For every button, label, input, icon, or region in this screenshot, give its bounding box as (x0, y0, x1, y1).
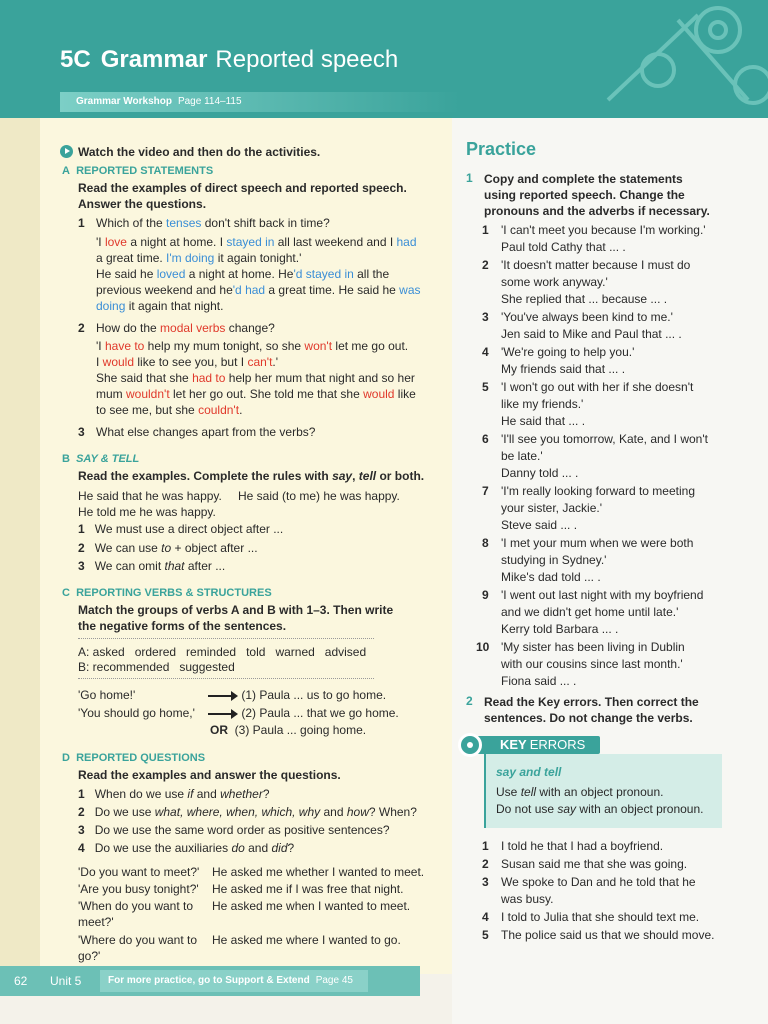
practice-item-number: 3 (482, 310, 489, 324)
question-d1: 1 When do we use if and whether? (78, 787, 270, 801)
question-a2-text: How do the modal verbs change? (96, 321, 275, 335)
exercise-1-instruction: Copy and complete the statements (484, 172, 683, 186)
practice-item-line: My friends said that ... . (501, 362, 626, 376)
example-c3: OR (3) Paula ... going home. (210, 723, 367, 737)
practice-item-number: 10 (476, 640, 490, 654)
example-a2-line: mum wouldn't let her go out. She told me that she would like (96, 387, 416, 401)
section-c-instruction: Match the groups of verbs A and B with 1–3. Then write (78, 603, 394, 617)
practice-item-line: 'You've always been kind to me.' (501, 310, 673, 324)
left-margin-strip (0, 118, 40, 974)
example-a2-line: to see me, but she couldn't. (96, 403, 243, 417)
example-a2-line: 'I have to help my mum tonight, so she won't let me go out. (96, 339, 409, 353)
example-d-right: He asked me where I wanted to go. (212, 933, 401, 947)
example-a2-line: She said that she had to help her mum that night and so her (96, 371, 415, 385)
example-d-left: 'When do you want to (78, 899, 194, 913)
question-a3-text: What else changes apart from the verbs? (96, 425, 316, 439)
key-errors-line-2: Do not use say with an object pronoun. (496, 802, 704, 816)
grammar-workshop-ref: Grammar Workshop Page 114–115 (60, 92, 460, 112)
error-sentence-number: 1 (482, 839, 489, 853)
practice-item-line: and we didn't get home until late.' (501, 605, 679, 619)
practice-item-line: Jen said to Mike and Paul that ... . (501, 327, 682, 341)
example-c1-left: 'Go home!' (78, 688, 136, 702)
example-a2-line: I would like to see you, but I can't.' (96, 355, 279, 369)
example-b1a: He said that he was happy. (78, 489, 222, 503)
error-sentence-line: I told he that I had a boyfriend. (501, 839, 664, 853)
play-icon (60, 145, 73, 158)
example-b2: He told me he was happy. (78, 505, 216, 519)
practice-item-line: Fiona said ... . (501, 674, 577, 688)
practice-item-line: Kerry told Barbara ... . (501, 622, 619, 636)
question-a3: 3 (78, 425, 85, 439)
example-c1-right: (1) Paula ... us to go home. (206, 687, 386, 703)
exercise-2-number: 2 (466, 694, 473, 708)
section-c-instruction-2: the negative forms of the sentences. (78, 619, 287, 633)
question-a1: 1 (78, 216, 85, 230)
exercise-1-number: 1 (466, 171, 473, 185)
practice-item-line: some work anyway.' (501, 275, 608, 289)
practice-item-line: 'I met your mum when we were both (501, 536, 694, 550)
practice-title: Practice (466, 139, 537, 159)
error-sentence-line: I told to Julia that she should text me. (501, 910, 700, 924)
practice-item-line: 'I'll see you tomorrow, Kate, and I won't (501, 432, 708, 446)
practice-item-line: 'I went out last night with my boyfriend (501, 588, 704, 602)
exercise-2-instruction: Read the Key errors. Then correct the (484, 695, 699, 709)
video-instruction: Watch the video and then do the activities. (60, 145, 320, 159)
example-d-left: 'Are you busy tonight?' (78, 882, 199, 896)
example-d-left: go?' (78, 949, 101, 963)
error-sentence-number: 3 (482, 875, 489, 889)
practice-item-line: Paul told Cathy that ... . (501, 240, 626, 254)
page-number: 62 (14, 974, 28, 988)
error-sentence-line: The police said us that we should move. (501, 928, 715, 942)
practice-item-line: your sister, Jackie.' (501, 501, 602, 515)
exercise-1-instruction: using reported speech. Change the (484, 188, 685, 202)
more-practice-link[interactable]: For more practice, go to Support & Extend Page 45 (100, 970, 368, 992)
practice-item-number: 6 (482, 432, 489, 446)
example-d-left: 'Where do you want to (78, 933, 198, 947)
example-d-left: meet?' (78, 915, 114, 929)
exercise-1-instruction: pronouns and the adverbs if necessary. (484, 204, 710, 218)
practice-item-line: 'We're going to help you.' (501, 345, 635, 359)
practice-item-line: Steve said ... . (501, 518, 578, 532)
section-c-title: C REPORTING VERBS & STRUCTURES (62, 587, 272, 599)
section-b-title: B SAY & TELL (62, 453, 140, 465)
question-a2: 2 (78, 321, 85, 335)
key-icon (458, 733, 482, 757)
example-c2-right: (2) Paula ... that we go home. (206, 705, 399, 721)
key-errors-heading: say and tell (496, 765, 562, 779)
verb-group-a: A: asked ordered reminded told warned advised (78, 645, 367, 659)
section-a-instruction-2: Answer the questions. (78, 197, 207, 211)
example-a1-line: previous weekend and he'd had a great time. He said he was (96, 283, 421, 297)
example-a1-line: doing it again that night. (96, 299, 224, 313)
practice-item-number: 7 (482, 484, 489, 498)
page-header (0, 0, 768, 118)
rule-b1: 1 We must use a direct object after ... (78, 522, 284, 536)
error-sentence-line: Susan said me that she was going. (501, 857, 688, 871)
practice-item-line: Mike's dad told ... . (501, 570, 601, 584)
gears-decoration-icon (508, 0, 768, 118)
key-errors-label: KEY ERRORS (470, 736, 600, 754)
error-sentence-number: 4 (482, 910, 489, 924)
practice-item-line: 'I won't go out with her if she doesn't (501, 380, 694, 394)
arrow-icon (208, 713, 236, 715)
practice-item-line: with our cousins since last month.' (501, 657, 683, 671)
example-a1-line: 'I love a night at home. I stayed in all last weekend and I had (96, 235, 417, 249)
question-d2: 2 Do we use what, where, when, which, why and how? When? (78, 805, 417, 819)
error-sentence-number: 2 (482, 857, 489, 871)
example-c2-left: 'You should go home,' (78, 706, 195, 720)
error-sentence-number: 5 (482, 928, 489, 942)
section-b-instruction: Read the examples. Complete the rules with say, tell or both. (78, 469, 425, 483)
practice-item-number: 2 (482, 258, 489, 272)
practice-item-line: studying in Sydney.' (501, 553, 607, 567)
practice-item-line: 'It doesn't matter because I must do (501, 258, 691, 272)
arrow-icon (208, 695, 236, 697)
error-sentence-line: was busy. (501, 892, 554, 906)
rule-b2: 2 We can use to + object after ... (78, 541, 258, 555)
example-a1-line: a great time. I'm doing it again tonight.' (96, 251, 302, 265)
practice-item-line: Danny told ... . (501, 466, 579, 480)
practice-item-number: 5 (482, 380, 489, 394)
practice-item-line: 'My sister has been living in Dublin (501, 640, 685, 654)
section-a-instruction: Read the examples of direct speech and reported speech. (78, 181, 407, 195)
practice-item-line: 'I'm really looking forward to meeting (501, 484, 695, 498)
practice-item-line: 'I can't meet you because I'm working.' (501, 223, 706, 237)
practice-item-line: She replied that ... because ... . (501, 292, 668, 306)
practice-item-number: 8 (482, 536, 489, 550)
key-errors-line-1: Use tell with an object pronoun. (496, 785, 664, 799)
example-a1-line: He said he loved a night at home. He'd stayed in all the (96, 267, 390, 281)
divider (78, 638, 374, 639)
exercise-2-instruction: sentences. Do not change the verbs. (484, 711, 693, 725)
practice-item-number: 1 (482, 223, 489, 237)
example-d-left: 'Do you want to meet?' (78, 865, 200, 879)
unit-label: Unit 5 (50, 974, 82, 988)
example-d-right: He asked me whether I wanted to meet. (212, 865, 425, 879)
section-d-instruction: Read the examples and answer the questions. (78, 768, 341, 782)
practice-item-number: 9 (482, 588, 489, 602)
error-sentence-line: We spoke to Dan and he told that he (501, 875, 696, 889)
practice-item-line: be late.' (501, 449, 543, 463)
example-d-right: He asked me when I wanted to meet. (212, 899, 411, 913)
section-d-title: D REPORTED QUESTIONS (62, 752, 206, 764)
question-a1-text: Which of the tenses don't shift back in time? (96, 216, 330, 230)
practice-item-number: 4 (482, 345, 489, 359)
page-title: 5C Grammar Reported speech (60, 46, 399, 73)
divider (78, 678, 374, 679)
question-d3: 3 Do we use the same word order as positive sentences? (78, 823, 390, 837)
question-d4: 4 Do we use the auxiliaries do and did? (78, 841, 295, 855)
practice-item-line: He said that ... . (501, 414, 586, 428)
rule-b3: 3 We can omit that after ... (78, 559, 226, 573)
example-d-right: He asked me if I was free that night. (212, 882, 404, 896)
verb-group-b: B: recommended suggested (78, 660, 235, 674)
practice-item-line: like my friends.' (501, 397, 584, 411)
section-a-title: A REPORTED STATEMENTS (62, 165, 214, 177)
example-b1b: He said (to me) he was happy. (238, 489, 400, 503)
